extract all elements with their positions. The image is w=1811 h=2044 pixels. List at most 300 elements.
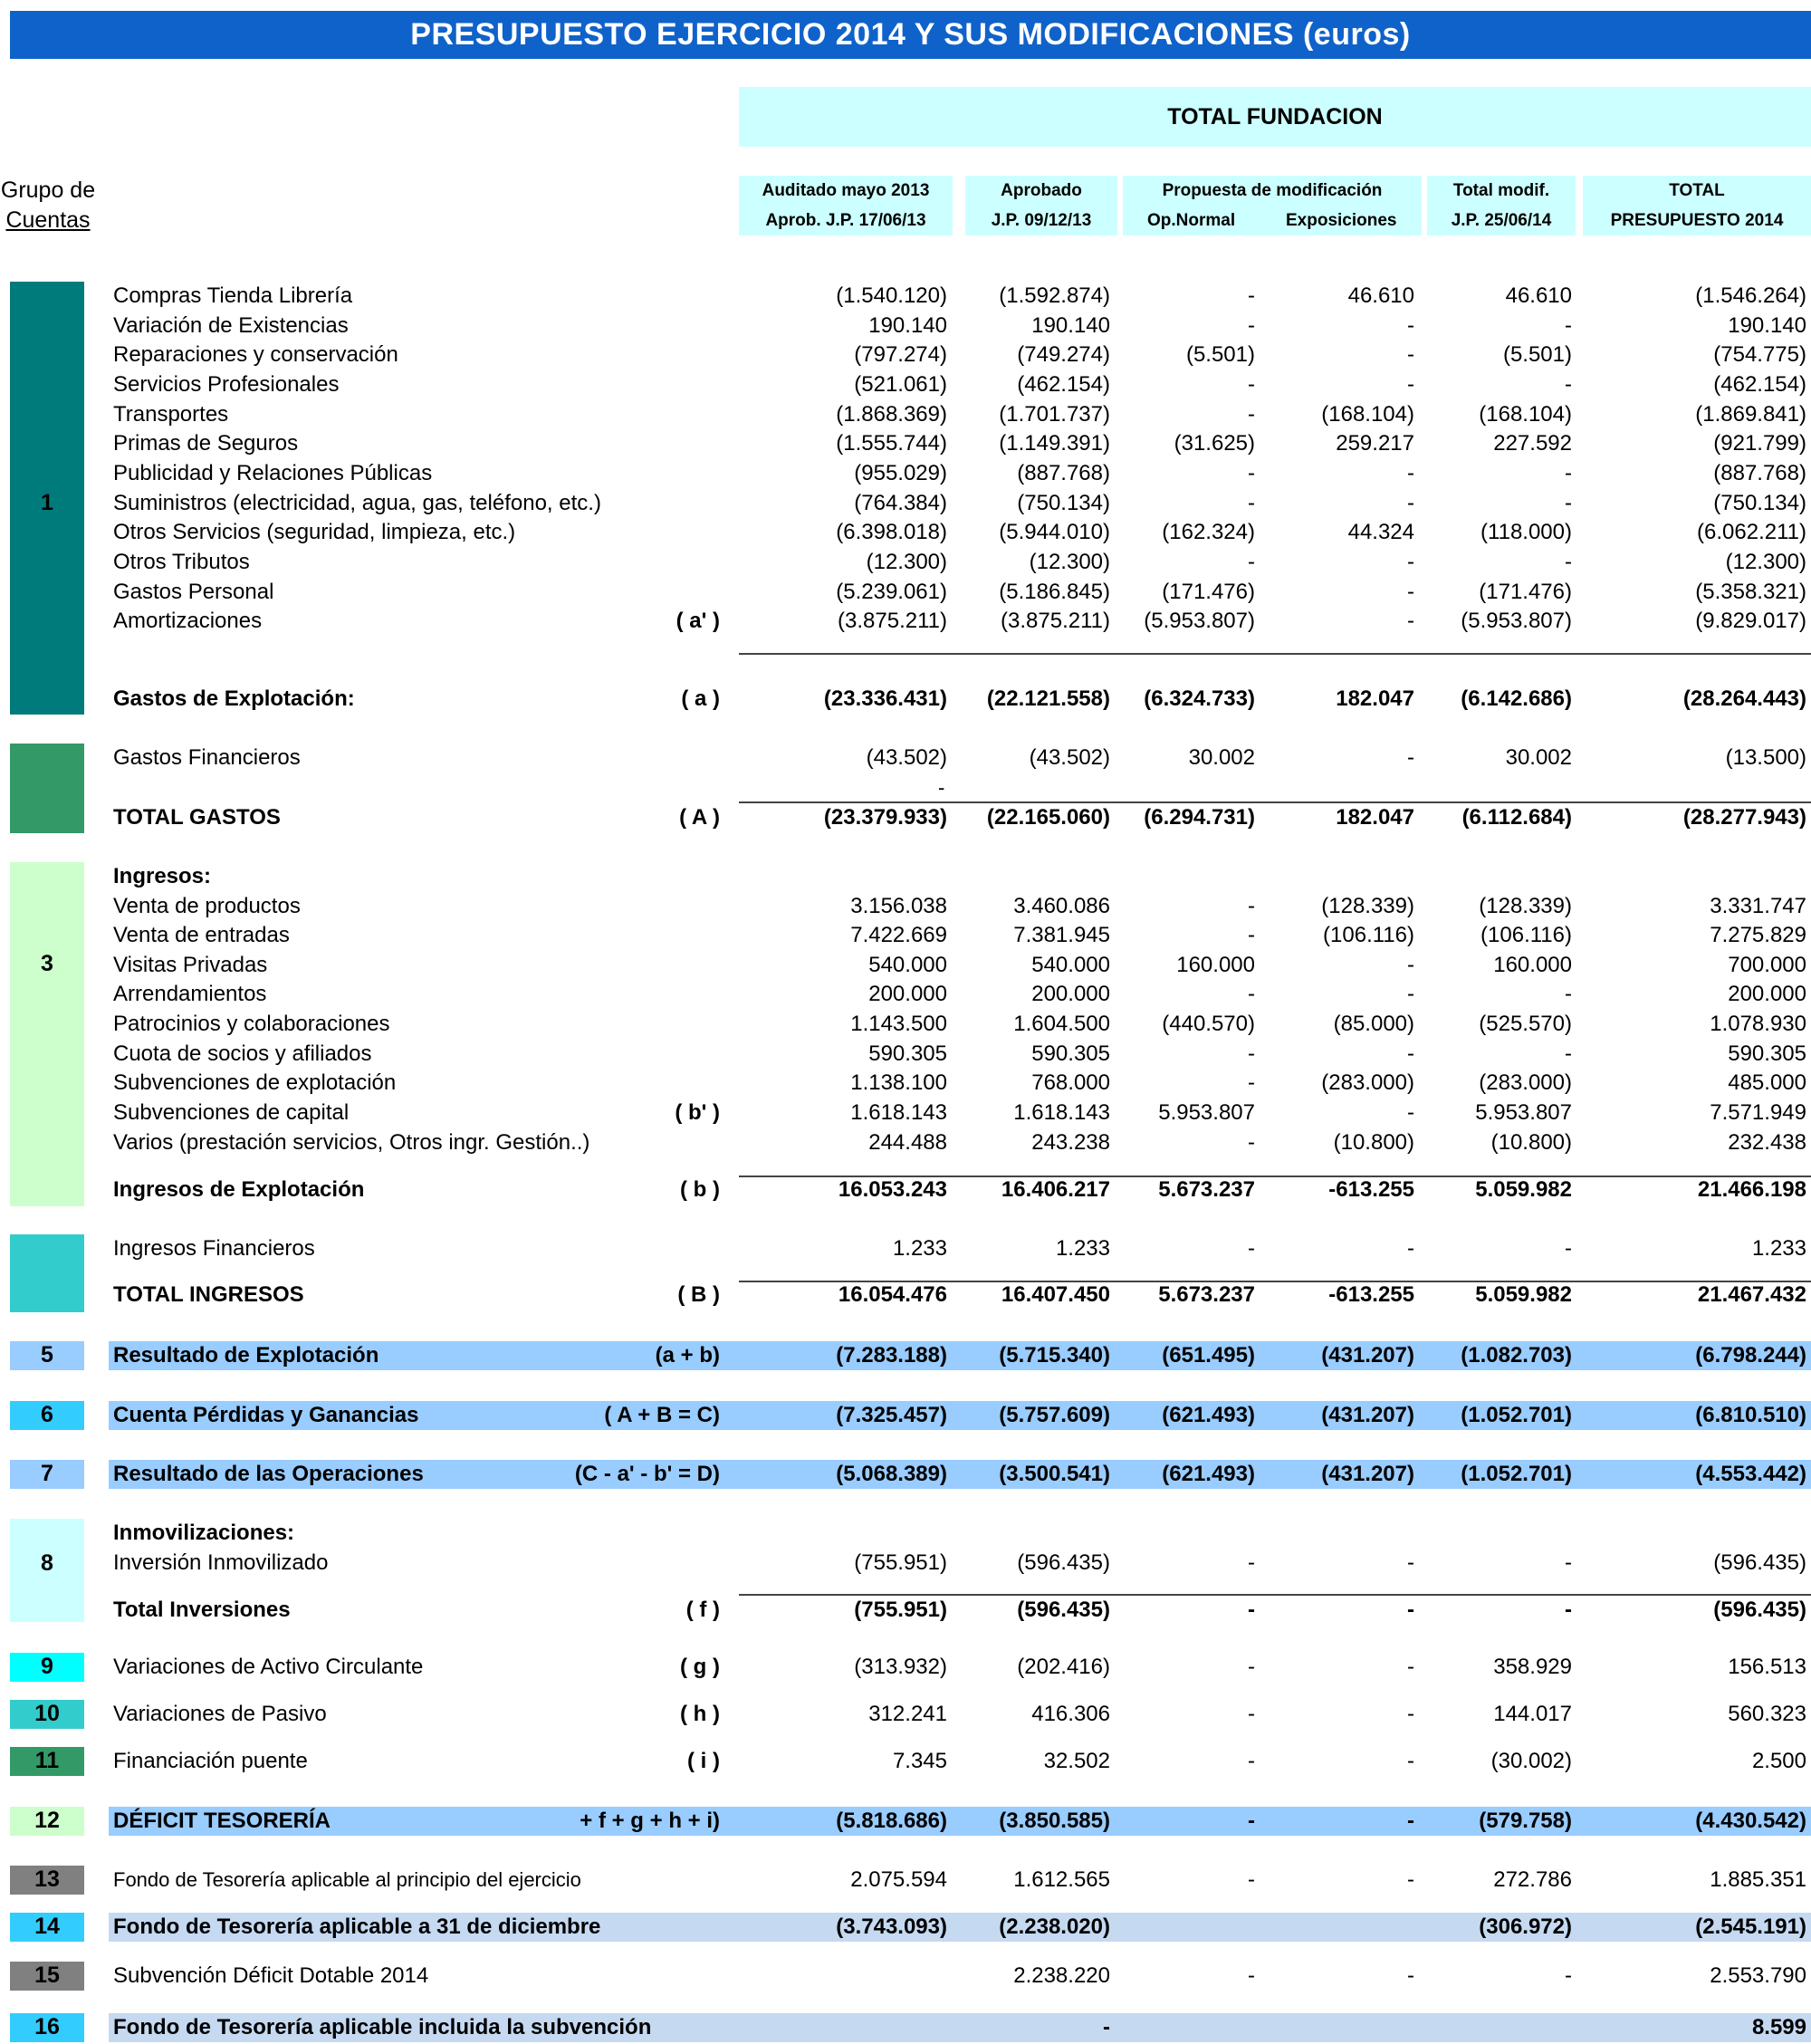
cell-c4: - — [1407, 1041, 1414, 1066]
row-reference: ( g ) — [680, 1655, 720, 1679]
cell-c2: (12.300) — [1029, 550, 1110, 574]
group-number-6: 6 — [41, 1402, 53, 1427]
cell-c6: (6.798.244) — [1695, 1343, 1806, 1367]
table-row — [0, 1069, 1811, 1098]
cell-c5: 144.017 — [1493, 1702, 1572, 1726]
group-number-5: 5 — [41, 1342, 53, 1367]
cell-c5: (1.052.701) — [1461, 1462, 1572, 1486]
table-row — [0, 370, 1811, 399]
group-number-13: 13 — [34, 1866, 60, 1892]
cell-c6: (596.435) — [1713, 1598, 1806, 1622]
table-row — [0, 518, 1811, 547]
row-label: Primas de Seguros — [113, 431, 299, 456]
cell-c6: (13.500) — [1725, 745, 1806, 770]
col-header-total-presupuesto-line1: TOTAL — [1669, 181, 1725, 200]
col-header-aprobado-line1: Aprobado — [1001, 181, 1082, 200]
cell-c3: - — [1248, 1809, 1255, 1833]
row-label: Suministros (electricidad, agua, gas, teléfono, etc.) — [113, 491, 601, 515]
cell-c6: 7.275.829 — [1710, 923, 1806, 947]
group-number-12: 12 — [34, 1808, 60, 1833]
cell-c6: 21.466.198 — [1697, 1177, 1806, 1202]
cell-c1: 1.138.100 — [850, 1070, 947, 1095]
row-reference: ( f ) — [685, 1598, 720, 1622]
cell-c6: (1.869.841) — [1695, 402, 1806, 427]
row-label: Gastos Personal — [113, 580, 274, 604]
section-header — [739, 87, 1811, 147]
cell-c2: (1.701.737) — [999, 402, 1110, 427]
row-reference: ( b ) — [680, 1177, 720, 1202]
cell-c5: 5.953.807 — [1475, 1100, 1572, 1125]
cell-c1: 7.422.669 — [850, 923, 947, 947]
row-label: Arrendamientos — [113, 982, 267, 1006]
cell-c6: 560.323 — [1728, 1702, 1806, 1726]
cell-c3: - — [1248, 461, 1255, 485]
cell-c6: (12.300) — [1725, 550, 1806, 574]
cell-c4: - — [1407, 1702, 1414, 1726]
cell-c1: (7.325.457) — [836, 1403, 947, 1427]
cell-c2: 2.238.220 — [1013, 1963, 1110, 1988]
cell-c1: (3.875.211) — [838, 609, 947, 633]
cell-c5: 30.002 — [1505, 745, 1572, 770]
cell-c3: - — [1248, 1550, 1255, 1575]
cell-c5: - — [1565, 461, 1572, 485]
cell-c3: - — [1248, 894, 1255, 918]
group-number-3: 3 — [41, 951, 53, 976]
cell-c4: - — [1407, 609, 1414, 633]
cell-c3: (6.294.731) — [1144, 805, 1255, 830]
cell-c4: (283.000) — [1321, 1070, 1414, 1095]
cell-c4: -613.255 — [1328, 1177, 1414, 1202]
cell-c3: 160.000 — [1176, 953, 1255, 977]
cell-c5: (106.116) — [1480, 923, 1572, 947]
cell-c6: 590.305 — [1728, 1041, 1806, 1066]
cell-c3: 5.953.807 — [1158, 1100, 1255, 1125]
cell-c3: - — [1248, 491, 1255, 515]
row-reference: (a + b) — [655, 1343, 720, 1367]
table-row — [0, 1700, 1811, 1729]
row-label: TOTAL INGRESOS — [113, 1282, 304, 1307]
cell-c5: 46.610 — [1505, 283, 1572, 308]
cell-c1: 3.156.038 — [850, 894, 947, 918]
cell-c5: 227.592 — [1493, 431, 1572, 456]
cell-c3: (621.493) — [1162, 1462, 1255, 1486]
row-reference: ( a' ) — [676, 609, 720, 633]
cell-c3: (5.953.807) — [1144, 609, 1255, 633]
cell-c2: (3.850.585) — [999, 1809, 1110, 1833]
grupo-label-line1: Grupo de — [0, 178, 96, 203]
cell-c3: (651.495) — [1162, 1343, 1255, 1367]
cell-c6: 2.553.790 — [1710, 1963, 1806, 1988]
group-number-15: 15 — [34, 1962, 60, 1988]
cell-c6: (1.546.264) — [1695, 283, 1806, 308]
table-row — [0, 1519, 1811, 1548]
row-label: Otros Servicios (seguridad, limpieza, etc.) — [113, 520, 516, 544]
row-label: Cuenta Pérdidas y Ganancias — [113, 1403, 419, 1427]
row-label: Subvenciones de capital — [113, 1100, 350, 1125]
table-row — [0, 1128, 1811, 1157]
row-label: Venta de productos — [113, 894, 301, 918]
cell-c1: (764.384) — [854, 491, 947, 515]
col-header-aprobado — [965, 176, 1117, 235]
cell-c1: (5.818.686) — [836, 1809, 947, 1833]
cell-c4: - — [1407, 1963, 1414, 1988]
table-row — [0, 921, 1811, 950]
cell-c6: 7.571.949 — [1710, 1100, 1806, 1125]
cell-c5: - — [1565, 1550, 1572, 1575]
cell-c4: (168.104) — [1321, 402, 1414, 427]
cell-c4: - — [1407, 342, 1414, 367]
table-row — [0, 1176, 1811, 1204]
cell-c5: (171.476) — [1479, 580, 1572, 604]
cell-c6: 1.078.930 — [1710, 1012, 1806, 1036]
table-row — [0, 459, 1811, 488]
table-row — [0, 892, 1811, 921]
row-reference: ( i ) — [687, 1749, 720, 1773]
cell-c6: (750.134) — [1713, 491, 1806, 515]
cell-c5: (283.000) — [1479, 1070, 1572, 1095]
row-label: Ingresos: — [113, 864, 212, 888]
col-header-total-modif-line2: J.P. 25/06/14 — [1451, 211, 1552, 230]
cell-c3: - — [1248, 1749, 1255, 1773]
row-label: Publicidad y Relaciones Públicas — [113, 461, 433, 485]
cell-c2: (5.944.010) — [999, 520, 1110, 544]
cell-c4: - — [1407, 1749, 1414, 1773]
table-row — [0, 1596, 1811, 1625]
cell-c5: 358.929 — [1493, 1655, 1572, 1679]
cell-c2: 590.305 — [1031, 1041, 1110, 1066]
group-number-10: 10 — [34, 1701, 60, 1726]
cell-c5: - — [1565, 1963, 1572, 1988]
separator-line — [739, 653, 1811, 655]
row-label: Fondo de Tesorería aplicable al principio del ejercicio — [113, 1868, 581, 1891]
grupo-cuentas-label — [0, 176, 96, 235]
cell-c2: 16.407.450 — [1001, 1282, 1110, 1307]
cell-c1: (7.283.188) — [836, 1343, 947, 1367]
cell-c1: (5.239.061) — [836, 580, 947, 604]
cell-c1: (1.868.369) — [836, 402, 947, 427]
cell-c4: - — [1407, 1809, 1414, 1833]
cell-c5: (306.972) — [1479, 1914, 1572, 1939]
cell-c1: (755.951) — [854, 1598, 947, 1622]
cell-c1: (521.061) — [854, 372, 947, 397]
cell-c1: (12.300) — [866, 550, 947, 574]
cell-c4: - — [1407, 1867, 1414, 1892]
cell-c4: 46.610 — [1347, 283, 1414, 308]
cell-c6: 156.513 — [1728, 1655, 1806, 1679]
row-label: Compras Tienda Librería — [113, 283, 353, 308]
cell-c6: (887.768) — [1713, 461, 1806, 485]
cell-c4: 44.324 — [1347, 520, 1414, 544]
cell-c2: (5.186.845) — [999, 580, 1110, 604]
cell-c1: 540.000 — [868, 953, 947, 977]
table-row — [0, 1549, 1811, 1578]
cell-c3: (31.625) — [1174, 431, 1255, 456]
table-row — [0, 1281, 1811, 1310]
table-row — [0, 951, 1811, 980]
table-row — [0, 744, 1811, 772]
row-label: Financiación puente — [113, 1749, 308, 1773]
cell-c5: (6.142.686) — [1461, 686, 1572, 711]
row-label: Otros Tributos — [113, 550, 250, 574]
cell-c6: (921.799) — [1713, 431, 1806, 456]
group-number-11: 11 — [34, 1748, 60, 1773]
cell-c2: 190.140 — [1031, 313, 1110, 338]
cell-c6: 3.331.747 — [1710, 894, 1806, 918]
cell-c6: 700.000 — [1728, 953, 1806, 977]
cell-c6: (28.277.943) — [1682, 805, 1806, 830]
table-row — [0, 1341, 1811, 1370]
cell-c4: - — [1407, 982, 1414, 1006]
cell-c3: (5.501) — [1185, 342, 1255, 367]
cell-c5: 160.000 — [1493, 953, 1572, 977]
cell-c6: 21.467.432 — [1697, 1282, 1806, 1307]
cell-c2: (1.149.391) — [999, 431, 1110, 456]
page-title: PRESUPUESTO EJERCICIO 2014 Y SUS MODIFICACIONES (euros) — [10, 11, 1811, 59]
table-row — [0, 282, 1811, 311]
cell-c2: (5.715.340) — [999, 1343, 1110, 1367]
row-label: Inversión Inmovilizado — [113, 1550, 329, 1575]
row-reference: ( b' ) — [675, 1100, 720, 1125]
cell-c3: - — [1248, 372, 1255, 397]
cell-c2: (462.154) — [1017, 372, 1110, 397]
col-header-auditado-line2: Aprob. J.P. 17/06/13 — [765, 211, 926, 230]
cell-c1: 190.140 — [868, 313, 947, 338]
row-reference: (C - a' - b' = D) — [574, 1462, 720, 1486]
stray-dash: - — [938, 776, 945, 799]
cell-c6: 2.500 — [1751, 1749, 1806, 1773]
cell-c2: 3.460.086 — [1013, 894, 1110, 918]
table-row — [0, 1962, 1811, 1991]
row-label: TOTAL GASTOS — [113, 805, 281, 830]
col-header-propuesta — [1123, 176, 1422, 235]
row-label: Variaciones de Activo Circulante — [113, 1655, 424, 1679]
cell-c6: (754.775) — [1713, 342, 1806, 367]
cell-c6: (4.430.542) — [1695, 1809, 1806, 1833]
cell-c4: - — [1407, 313, 1414, 338]
group-number-7: 7 — [41, 1461, 53, 1486]
table-row — [0, 1653, 1811, 1682]
cell-c3: - — [1248, 1655, 1255, 1679]
cell-c1: 312.241 — [868, 1702, 947, 1726]
cell-c2: (3.875.211) — [1001, 609, 1110, 633]
cell-c3: - — [1248, 1041, 1255, 1066]
cell-c2: (887.768) — [1017, 461, 1110, 485]
group-number-1: 1 — [41, 490, 53, 515]
cell-c2: 540.000 — [1031, 953, 1110, 977]
group-number-9: 9 — [41, 1654, 53, 1679]
table-row — [0, 1913, 1811, 1942]
cell-c5: (118.000) — [1480, 520, 1572, 544]
row-label: Visitas Privadas — [113, 953, 268, 977]
table-row — [0, 341, 1811, 369]
table-row — [0, 685, 1811, 714]
cell-c1: (955.029) — [854, 461, 947, 485]
cell-c5: (128.339) — [1479, 894, 1572, 918]
table-row — [0, 2013, 1811, 2042]
cell-c5: - — [1565, 491, 1572, 515]
cell-c2: 1.618.143 — [1013, 1100, 1110, 1125]
cell-c5: (168.104) — [1479, 402, 1572, 427]
cell-c2: 416.306 — [1031, 1702, 1110, 1726]
cell-c3: (162.324) — [1162, 520, 1255, 544]
cell-c2: 200.000 — [1031, 982, 1110, 1006]
cell-c5: - — [1565, 982, 1572, 1006]
row-label: Patrocinios y colaboraciones — [113, 1012, 390, 1036]
cell-c2: 768.000 — [1031, 1070, 1110, 1095]
cell-c2: (43.502) — [1029, 745, 1110, 770]
cell-c3: 5.673.237 — [1158, 1177, 1255, 1202]
cell-c3: - — [1248, 402, 1255, 427]
cell-c1: 1.143.500 — [850, 1012, 947, 1036]
row-reference: ( B ) — [677, 1282, 720, 1307]
cell-c6: (6.062.211) — [1697, 520, 1806, 544]
cell-c4: (431.207) — [1321, 1462, 1414, 1486]
row-label: Ingresos de Explotación — [113, 1177, 365, 1202]
cell-c2: (3.500.541) — [999, 1462, 1110, 1486]
cell-c1: (313.932) — [854, 1655, 947, 1679]
cell-c3: (6.324.733) — [1144, 686, 1255, 711]
col-header-total-presupuesto — [1583, 176, 1811, 235]
cell-c4: -613.255 — [1328, 1282, 1414, 1307]
cell-c2: 243.238 — [1031, 1130, 1110, 1155]
cell-c4: - — [1407, 372, 1414, 397]
row-label: Gastos de Explotación: — [113, 686, 355, 711]
cell-c6: 232.438 — [1728, 1130, 1806, 1155]
row-label: Subvenciones de explotación — [113, 1070, 397, 1095]
cell-c1: 2.075.594 — [850, 1867, 947, 1892]
cell-c6: (9.829.017) — [1695, 609, 1806, 633]
col-header-opnormal: Op.Normal — [1147, 211, 1236, 230]
cell-c1: (23.379.933) — [823, 805, 947, 830]
row-label: Varios (prestación servicios, Otros ingr. Gestión..) — [113, 1130, 590, 1155]
table-row — [0, 1807, 1811, 1836]
cell-c3: - — [1248, 283, 1255, 308]
cell-c6: (6.810.510) — [1695, 1403, 1806, 1427]
group-number-16: 16 — [34, 2014, 60, 2039]
cell-c4: 259.217 — [1336, 431, 1414, 456]
cell-c4: - — [1407, 580, 1414, 604]
cell-c4: - — [1407, 491, 1414, 515]
row-label: Subvención Déficit Dotable 2014 — [113, 1963, 429, 1988]
col-header-total-modif-line1: Total modif. — [1452, 181, 1550, 200]
cell-c1: 16.053.243 — [838, 1177, 947, 1202]
row-label: Resultado de las Operaciones — [113, 1462, 424, 1486]
cell-c4: - — [1407, 550, 1414, 574]
col-header-exposiciones: Exposiciones — [1286, 211, 1397, 230]
cell-c6: 8.599 — [1751, 2015, 1806, 2039]
cell-c5: (5.953.807) — [1461, 609, 1572, 633]
cell-c4: (10.800) — [1333, 1130, 1414, 1155]
cell-c2: 7.381.945 — [1013, 923, 1110, 947]
col-header-total-modif — [1427, 176, 1576, 235]
cell-c3: - — [1248, 1598, 1255, 1622]
cell-c6: (596.435) — [1713, 1550, 1806, 1575]
row-reference: + f + g + h + i) — [580, 1809, 720, 1833]
row-label: Venta de entradas — [113, 923, 290, 947]
cell-c5: 5.059.982 — [1475, 1177, 1572, 1202]
cell-c3: (171.476) — [1162, 580, 1255, 604]
table-row — [0, 1010, 1811, 1039]
cell-c1: (3.743.093) — [836, 1914, 947, 1939]
cell-c1: (755.951) — [854, 1550, 947, 1575]
cell-c1: (6.398.018) — [836, 520, 947, 544]
cell-c2: (1.592.874) — [999, 283, 1110, 308]
table-row — [0, 429, 1811, 458]
cell-c5: (525.570) — [1479, 1012, 1572, 1036]
row-label: Fondo de Tesorería aplicable incluida la subvención — [113, 2015, 652, 2039]
cell-c4: - — [1407, 1236, 1414, 1261]
group-number-8: 8 — [41, 1550, 53, 1576]
cell-c2: (5.757.609) — [999, 1403, 1110, 1427]
cell-c5: - — [1565, 313, 1572, 338]
row-label: Ingresos Financieros — [113, 1236, 315, 1261]
cell-c3: - — [1248, 982, 1255, 1006]
cell-c5: - — [1565, 1041, 1572, 1066]
cell-c6: 190.140 — [1728, 313, 1806, 338]
cell-c6: (2.545.191) — [1695, 1914, 1806, 1939]
cell-c3: 30.002 — [1188, 745, 1255, 770]
cell-c1: 16.054.476 — [838, 1282, 947, 1307]
cell-c5: - — [1565, 1236, 1572, 1261]
row-label: Total Inversiones — [113, 1598, 291, 1622]
row-reference: ( A + B = C) — [604, 1403, 720, 1427]
cell-c4: - — [1407, 461, 1414, 485]
cell-c3: - — [1248, 313, 1255, 338]
col-header-total-presupuesto-line2: PRESUPUESTO 2014 — [1610, 211, 1784, 230]
cell-c6: 1.233 — [1751, 1236, 1806, 1261]
row-label: Cuota de socios y afiliados — [113, 1041, 372, 1066]
cell-c1: (1.540.120) — [836, 283, 947, 308]
table-row — [0, 400, 1811, 429]
cell-c2: (22.165.060) — [986, 805, 1110, 830]
cell-c1: (797.274) — [854, 342, 947, 367]
cell-c1: 1.233 — [892, 1236, 947, 1261]
row-label: Amortizaciones — [113, 609, 263, 633]
row-label: Gastos Financieros — [113, 745, 301, 770]
group-number-14: 14 — [34, 1914, 60, 1939]
row-reference: ( h ) — [680, 1702, 720, 1726]
cell-c5: 272.786 — [1493, 1867, 1572, 1892]
cell-c4: - — [1407, 1598, 1414, 1622]
cell-c2: 1.612.565 — [1013, 1867, 1110, 1892]
cell-c3: (621.493) — [1162, 1403, 1255, 1427]
cell-c1: (1.555.744) — [836, 431, 947, 456]
cell-c3: - — [1248, 923, 1255, 947]
cell-c5: (10.800) — [1490, 1130, 1572, 1155]
cell-c3: - — [1248, 1130, 1255, 1155]
cell-c4: (431.207) — [1321, 1343, 1414, 1367]
cell-c6: (28.264.443) — [1682, 686, 1806, 711]
cell-c4: (128.339) — [1321, 894, 1414, 918]
cell-c1: 7.345 — [892, 1749, 947, 1773]
col-header-auditado-line1: Auditado mayo 2013 — [762, 181, 930, 200]
cell-c5: (5.501) — [1502, 342, 1572, 367]
cell-c2: 32.502 — [1043, 1749, 1110, 1773]
cell-c4: - — [1407, 1100, 1414, 1125]
cell-c3: - — [1248, 1236, 1255, 1261]
table-row — [0, 1747, 1811, 1776]
cell-c4: 182.047 — [1336, 686, 1414, 711]
cell-c2: (202.416) — [1017, 1655, 1110, 1679]
cell-c6: 200.000 — [1728, 982, 1806, 1006]
cell-c4: (431.207) — [1321, 1403, 1414, 1427]
cell-c6: 1.885.351 — [1710, 1867, 1806, 1892]
cell-c2: 1.233 — [1055, 1236, 1110, 1261]
cell-c6: (4.553.442) — [1695, 1462, 1806, 1486]
cell-c1: 244.488 — [868, 1130, 947, 1155]
cell-c1: 1.618.143 — [850, 1100, 947, 1125]
cell-c5: (579.758) — [1479, 1809, 1572, 1833]
